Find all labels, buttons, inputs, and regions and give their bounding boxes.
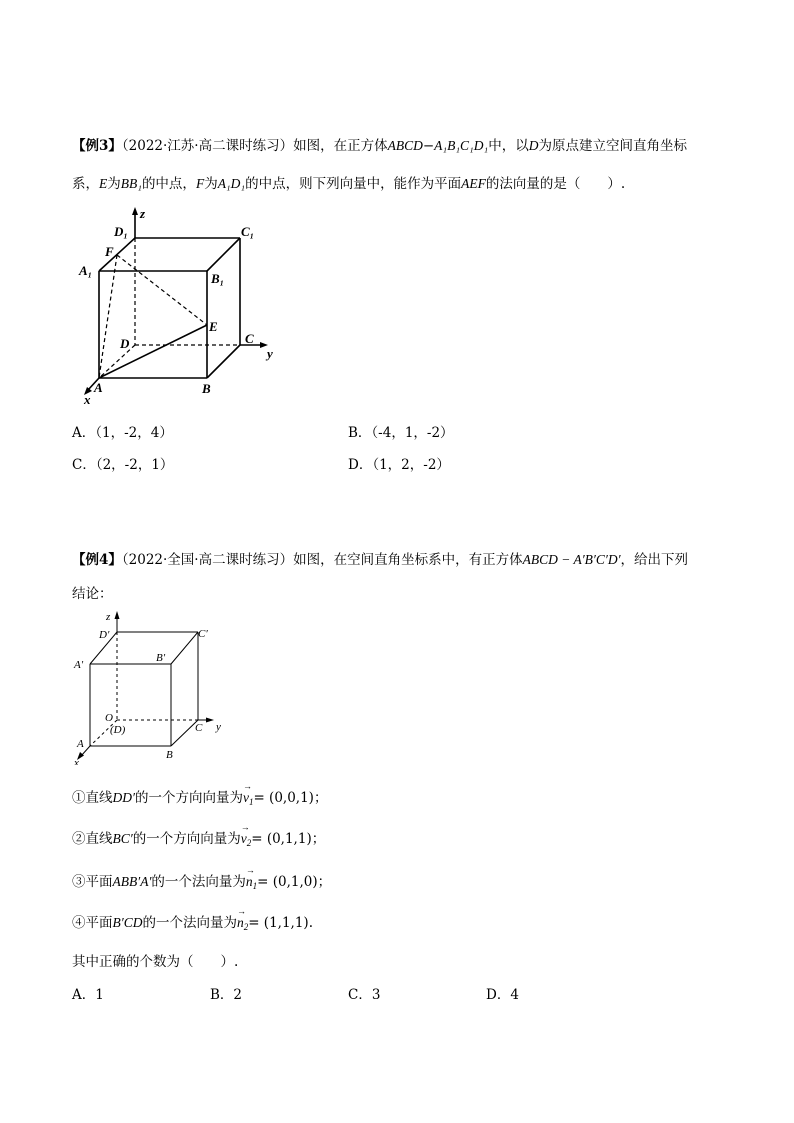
statement-end: ； (313, 790, 328, 806)
label-D-prime: D′ (99, 629, 110, 641)
label-B-prime: B′ (156, 652, 166, 664)
label-D: D (120, 336, 130, 351)
label-x: x (84, 392, 91, 405)
label-y: y (216, 721, 221, 733)
example4-question: 其中正确的个数为（ ）. (72, 954, 239, 970)
example3-tag: 【例3】 (72, 138, 122, 154)
label-A-prime: A′ (74, 659, 84, 671)
statement-text: 的一个法向量为 (151, 874, 246, 890)
label-O: O (105, 712, 113, 724)
example4-source: （2022·全国·高二课时练习） (121, 552, 294, 568)
example3-line2 (72, 172, 625, 192)
label-A1: A₁ (79, 263, 93, 278)
dash: − (422, 138, 435, 154)
statement-text: 平面 (85, 874, 113, 890)
statement-text: 直线 (85, 831, 113, 847)
vector-value: = (0,1,1) (251, 831, 312, 847)
label-B1: B₁ (211, 271, 225, 286)
statement-number: ① (72, 790, 86, 806)
label-A: A (94, 380, 103, 395)
statement-object: B′CD (112, 915, 143, 930)
origin-label: D (528, 138, 539, 153)
label-C-prime: C′ (198, 628, 208, 640)
label-C: C (245, 331, 254, 346)
example3-text: 中，以 (488, 138, 529, 154)
statement-text: 平面 (85, 915, 113, 931)
example4-tag: 【例4】 (72, 552, 122, 568)
cube-figure-2 (70, 605, 250, 765)
vector-v2: → $v_2$ (240, 822, 252, 848)
statement-2 (72, 822, 326, 848)
point-E: E (99, 176, 108, 191)
example4-option-a[interactable]: A．1 (72, 987, 104, 1003)
segment-A1D1: A₁D₁ (217, 176, 246, 191)
label-C: C (195, 722, 203, 734)
example3-line1 (72, 134, 687, 154)
statement-number: ② (72, 831, 86, 847)
example3-text: 的法向量的是（ ）. (485, 176, 626, 192)
label-z: z (140, 206, 146, 221)
plane-AEF: AEF (461, 176, 486, 191)
label-B: B (166, 749, 173, 761)
example4-option-b[interactable]: B．2 (210, 987, 243, 1003)
statement-end: ； (317, 874, 332, 890)
segment-BB1: BB₁ (120, 176, 142, 191)
statement-text: 的一个方向向量为 (134, 790, 243, 806)
example3-option-c[interactable]: C．（2，-2，1） (72, 457, 174, 473)
label-B: B (202, 381, 211, 396)
cube-name: ABCD (387, 138, 423, 153)
vector-value: = (0,1,0) (257, 874, 318, 890)
example3-source: （2022·江苏·高二课时练习） (121, 138, 294, 154)
statement-number: ④ (72, 915, 86, 931)
vector-v1: → $v_1$ (242, 781, 254, 807)
label-z: z (106, 611, 111, 623)
example3-text: 如图，在正方体 (293, 138, 388, 154)
cube1-name: A₁B₁C₁D₁ (434, 138, 489, 153)
example4-option-d[interactable]: D．4 (486, 987, 519, 1003)
statement-object: ABB′A′ (112, 874, 152, 889)
example3-text: 的中点， (141, 176, 196, 192)
example3-option-d[interactable]: D．（1，2，-2） (348, 457, 450, 473)
statement-text: 直线 (85, 790, 113, 806)
label-F: F (105, 244, 114, 259)
label-E: E (209, 319, 218, 334)
statement-4 (72, 906, 313, 932)
statement-object: DD′ (112, 790, 135, 805)
example3-text: 为原点建立空间直角坐标 (538, 138, 687, 154)
example3-text: 的中点，则下列向量中，能作为平面 (245, 176, 462, 192)
label-y: y (267, 346, 273, 361)
statement-3 (72, 865, 332, 891)
cube-name: ABCD − A′B′C′D′ (522, 552, 621, 567)
point-F: F (195, 176, 205, 191)
label-A: A (77, 738, 84, 750)
example3-text: 为 (107, 176, 121, 192)
label-x: x (74, 757, 79, 765)
example3-option-b[interactable]: B．（-4，1，-2） (348, 425, 454, 441)
vector-value: = (1,1,1) (248, 915, 309, 931)
statement-end: . (308, 915, 313, 931)
label-C1: C₁ (241, 224, 255, 239)
statement-text: 的一个法向量为 (142, 915, 237, 931)
example3-text: 系， (72, 176, 99, 192)
label-D: (D) (110, 724, 126, 736)
vector-value: = (0,0,1) (253, 790, 314, 806)
statement-end: ； (311, 831, 326, 847)
example4-text: ，给出下列 (620, 552, 689, 568)
vector-n2: → $n_2$ (236, 906, 249, 932)
label-D1: D₁ (114, 224, 128, 239)
statement-1 (72, 781, 328, 807)
vector-n1: → $n_1$ (245, 865, 258, 891)
example4-line2: 结论： (72, 586, 113, 602)
example4-line1 (72, 548, 688, 568)
statement-text: 的一个方向向量为 (132, 831, 241, 847)
statement-number: ③ (72, 874, 86, 890)
example4-option-c[interactable]: C．3 (348, 987, 381, 1003)
example4-text: 如图，在空间直角坐标系中，有正方体 (293, 552, 523, 568)
example3-text: 为 (204, 176, 218, 192)
example3-option-a[interactable]: A．（1，-2，4） (72, 425, 173, 441)
cube-figure-1 (75, 205, 305, 405)
statement-object: BC′ (112, 831, 133, 846)
